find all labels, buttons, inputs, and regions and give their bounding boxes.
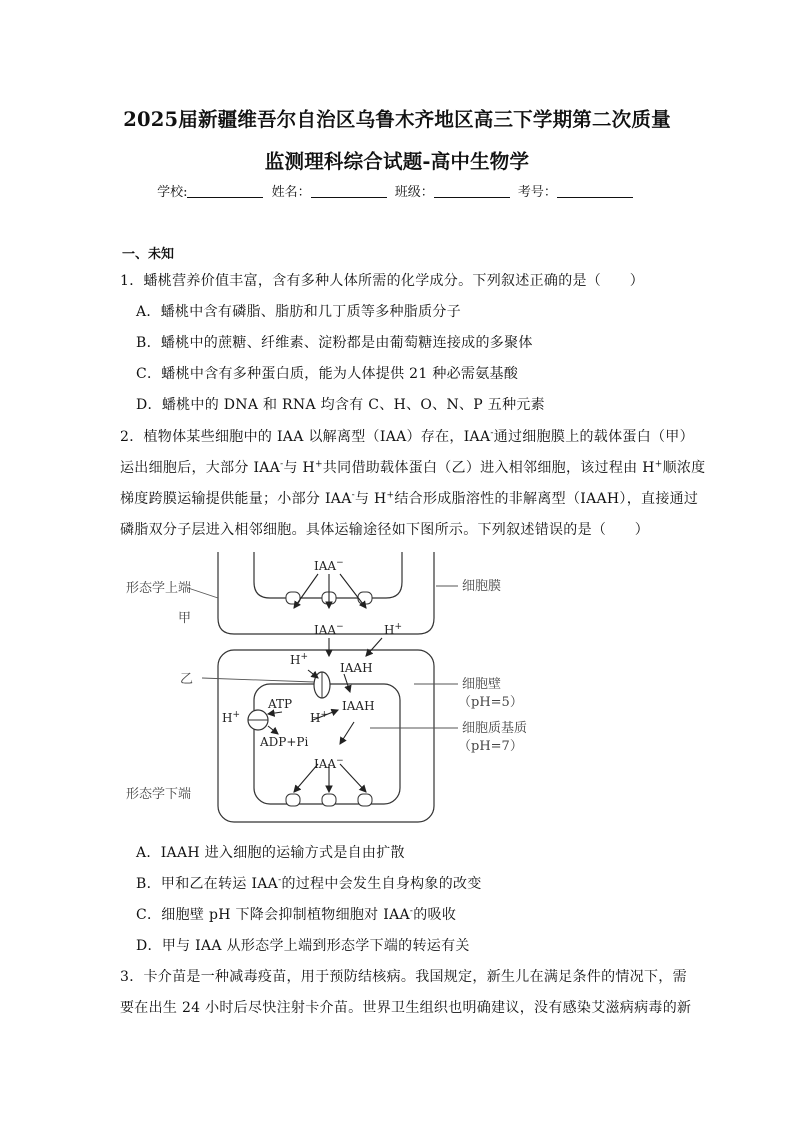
page-title-line-1: 2025届新疆维吾尔自治区乌鲁木齐地区高三下学期第二次质量 <box>123 108 671 131</box>
q2-option-d: D．甲与 IAA 从形态学上端到形态学下端的转运有关 <box>136 938 470 954</box>
q1-option-c: C．蟠桃中含有多种蛋白质，能为人体提供 21 种必需氨基酸 <box>136 366 519 382</box>
q1-option-d: D．蟠桃中的 DNA 和 RNA 均含有 C、H、O、N、P 五种元素 <box>136 397 545 413</box>
h-cytoplasm: H+ <box>310 710 329 725</box>
name-blank[interactable] <box>311 185 387 198</box>
number-label: 考号： <box>517 185 557 200</box>
adp-label: ADP+Pi <box>260 735 309 749</box>
q2-option-b: B．甲和乙在转运 IAA-的过程中会发生自身构象的改变 <box>136 875 482 892</box>
label-jia: 甲 <box>178 611 192 626</box>
label-yi: 乙 <box>180 672 194 687</box>
label-matrix: 细胞质基质 <box>462 721 528 736</box>
name-label: 姓名： <box>271 185 311 200</box>
page-title-line-2: 监测理科综合试题-高中生物学 <box>264 150 530 173</box>
q2-stem-line-3: 梯度跨膜运输提供能量；小部分 IAA-与 H+结合形成脂溶性的非解离型（IAAH），直接通过 <box>120 490 699 507</box>
q2-option-a: A．IAAH 进入细胞的运输方式是自由扩散 <box>136 845 405 861</box>
carrier-jia-3 <box>358 592 372 604</box>
q1-option-b: B．蟠桃中的蔗糖、纤维素、淀粉都是由葡萄糖连接成的多聚体 <box>136 335 533 351</box>
h-wall: H+ <box>290 652 309 667</box>
carrier-jia-6 <box>358 794 372 806</box>
section-heading: 一、未知 <box>122 247 175 262</box>
q1-option-a: A．蟠桃中含有磷脂、脂肪和几丁质等多种脂质分子 <box>136 304 462 320</box>
carrier-jia-5 <box>322 794 336 806</box>
label-membrane: 细胞膜 <box>462 579 502 594</box>
carrier-jia-4 <box>286 794 300 806</box>
h-pump: H+ <box>222 710 241 725</box>
number-blank[interactable] <box>557 185 633 198</box>
q2-stem-line-2: 运出细胞后，大部分 IAA-与 H+共同借助载体蛋白（乙）进入相邻细胞，该过程由 H+顺浓度 <box>120 459 706 476</box>
label-wall-ph: （pH=5） <box>458 695 523 710</box>
iaah-cytoplasm: IAAH <box>342 699 375 713</box>
student-info-row <box>0 181 794 200</box>
q3-stem-line-1: 3．卡介苗是一种减毒疫苗，用于预防结核病。我国规定，新生儿在满足条件的情况下，需 <box>120 969 687 985</box>
atp-label: ATP <box>268 697 293 711</box>
iaa-upper: IAA− <box>314 622 344 637</box>
q3-stem-line-2: 要在出生 24 小时后尽快注射卡介苗。世界卫生组织也明确建议，没有感染艾滋病病毒的新 <box>120 1000 692 1016</box>
label-top-end: 形态学上端 <box>126 581 192 596</box>
school-blank[interactable] <box>187 185 263 198</box>
q2-stem-line-1: 2．植物体某些细胞中的 IAA 以解离型（IAA）存在，IAA-通过细胞膜上的载体蛋白（甲） <box>120 428 694 445</box>
q2-stem-line-4: 磷脂双分子层进入相邻细胞。具体运输途径如下图所示。下列叙述错误的是（ ） <box>120 522 650 538</box>
iaa-transport-diagram <box>118 552 598 824</box>
iaa-lower: IAA− <box>314 756 344 771</box>
iaa-top: IAA− <box>314 558 344 573</box>
h-upper: H+ <box>384 622 403 637</box>
class-label: 班级： <box>394 185 434 200</box>
label-matrix-ph: （pH=7） <box>458 739 523 754</box>
school-label: 学校: <box>157 185 188 200</box>
label-bottom-end: 形态学下端 <box>126 787 192 802</box>
q1-stem: 1．蟠桃营养价值丰富，含有多种人体所需的化学成分。下列叙述正确的是（ ） <box>120 273 645 289</box>
iaah-wall: IAAH <box>340 661 373 675</box>
q2-option-c: C．细胞壁 pH 下降会抑制植物细胞对 IAA-的吸收 <box>136 906 457 923</box>
class-blank[interactable] <box>434 185 510 198</box>
label-wall: 细胞壁 <box>462 677 502 692</box>
